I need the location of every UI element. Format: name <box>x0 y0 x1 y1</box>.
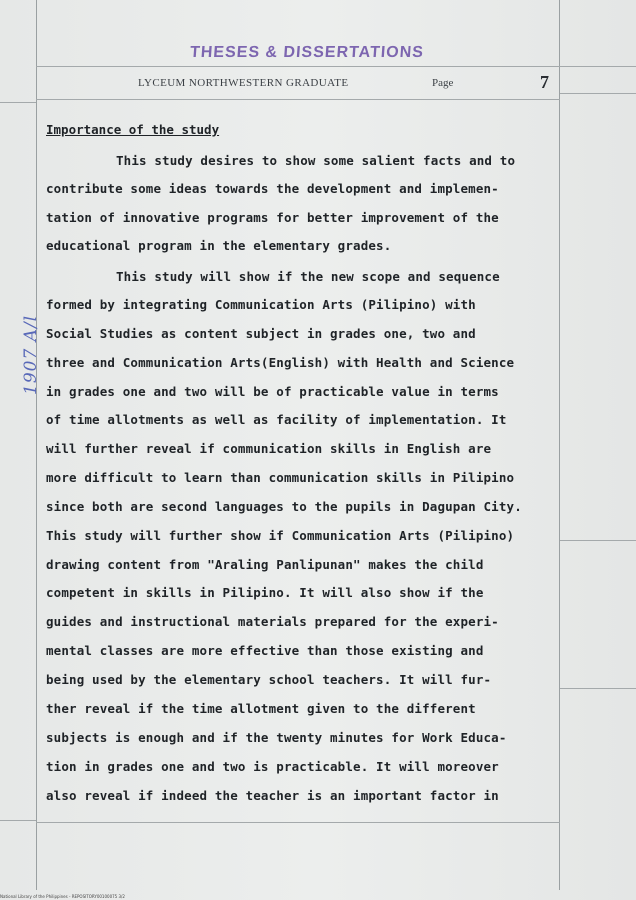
text-line: since both are second languages to the pupils in Dagupan City. <box>46 499 522 514</box>
text-line: Social Studies as content subject in grades one, two and <box>46 326 476 341</box>
text-line: of time allotments as well as facility of implementation. It <box>46 412 507 427</box>
text-line: subjects is enough and if the twenty minutes for Work Educa- <box>46 730 507 745</box>
left-margin-rule <box>36 0 37 890</box>
text-line: will further reveal if communication skills in English are <box>46 441 492 456</box>
text-line: three and Communication Arts(English) with Health and Science <box>46 355 515 370</box>
text-line: tation of innovative programs for better improvement of the <box>46 210 499 225</box>
theses-dissertations-stamp: THESES & DISSERTATIONS <box>189 44 425 61</box>
page-label: Page <box>432 77 454 89</box>
bottom-rule <box>36 822 560 823</box>
text-line: formed by integrating Communication Arts (Pilipino) with <box>46 297 476 312</box>
side-rule-right <box>560 93 636 94</box>
text-line: educational program in the elementary grades. <box>46 238 392 253</box>
text-line: more difficult to learn than communication skills in Pilipino <box>46 470 515 485</box>
text-line: This study will further show if Communication Arts (Pilipino) <box>46 528 515 543</box>
text-line: mental classes are more effective than those existing and <box>46 643 484 658</box>
title-rule <box>36 99 560 100</box>
text-line: contribute some ideas towards the development and implemen- <box>46 181 499 196</box>
text-line: also reveal if indeed the teacher is an important factor in <box>46 788 499 803</box>
header-title: LYCEUM NORTHWESTERN GRADUATE <box>138 77 349 89</box>
right-margin-rule <box>559 0 560 890</box>
text-line: competent in skills in Pilipino. It will also show if the <box>46 585 484 600</box>
section-heading: Importance of the study <box>46 122 220 137</box>
side-rule-right <box>560 688 636 689</box>
side-rule-right <box>560 540 636 541</box>
header-rule-right <box>559 66 636 67</box>
text-line: This study will show if the new scope and sequence <box>116 269 500 284</box>
page-number: 7 <box>540 72 549 92</box>
scan-footer: National Library of the Philippines - REPOSITORY00100075 3/2 <box>0 894 125 899</box>
text-line: being used by the elementary school teachers. It will fur- <box>46 672 492 687</box>
text-line: ther reveal if the time allotment given to the different <box>46 701 476 716</box>
text-line: guides and instructional materials prepared for the experi- <box>46 614 499 629</box>
header-rule <box>36 66 560 67</box>
text-line: drawing content from "Araling Panlipunan" makes the child <box>46 557 484 572</box>
side-rule-left <box>0 102 36 103</box>
text-line: This study desires to show some salient facts and to <box>116 153 516 168</box>
text-line: tion in grades one and two is practicable. It will moreover <box>46 759 499 774</box>
side-rule-left <box>0 820 36 821</box>
text-line: in grades one and two will be of practicable value in terms <box>46 384 499 399</box>
handwritten-margin-note: 1907 A/l <box>21 314 41 395</box>
